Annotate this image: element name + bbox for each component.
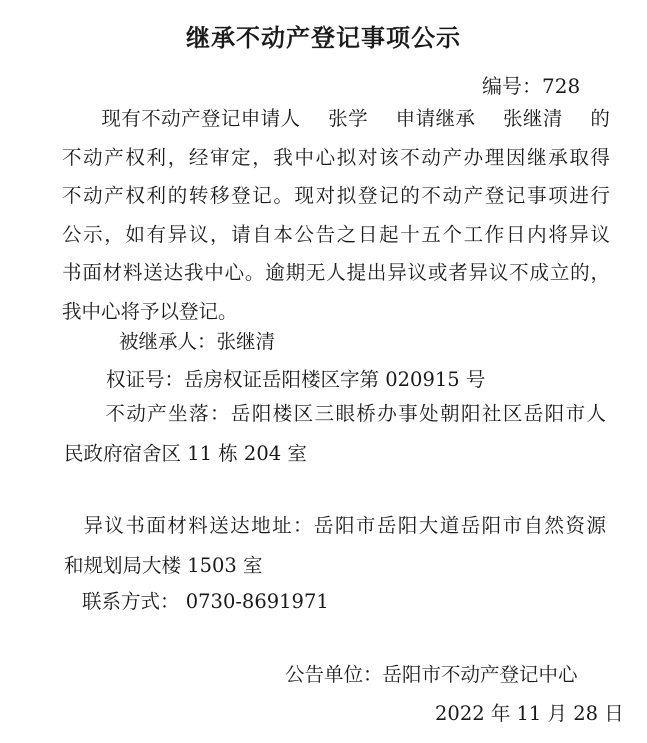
location-value-line2: 民政府宿舍区 11 栋 204 室 [64, 442, 307, 465]
applicant-name: 张学 [327, 107, 368, 130]
apply-inherit-text: 申请继承 [395, 107, 476, 130]
objection-value-line1: 岳阳市岳阳大道岳阳市自然资源 [314, 514, 606, 537]
objection-address-block [64, 506, 606, 586]
paragraph-line [62, 100, 610, 139]
paragraph-line: 不动产权利的转移登记。现对拟登记的不动产登记事项进行 [62, 184, 610, 207]
cert-text: 岳房权证岳阳楼区字第 [184, 368, 380, 391]
applicant-intro: 现有不动产登记申请人 [101, 107, 301, 130]
certificate-row [106, 364, 485, 392]
location-block [64, 394, 606, 474]
number-label: 编号： [482, 74, 542, 98]
notice-date: 2022 年 11 月 28 日 [435, 702, 624, 725]
possessive-text: 的 [590, 107, 610, 130]
cert-label: 权证号： [106, 368, 185, 391]
paragraph-line: 书面材料送达我中心。逾期无人提出异议或者异议不成立的， [62, 261, 610, 284]
decedent-row [119, 326, 275, 354]
decedent-value: 张继清 [216, 330, 276, 353]
issuer-row [285, 659, 578, 687]
location-label: 不动产坐落： [104, 402, 231, 425]
contact-value: 0730-8691971 [185, 590, 329, 613]
contact-row [82, 586, 329, 614]
location-value-line1: 岳阳楼区三眼桥办事处朝阳社区岳阳市人 [230, 402, 606, 425]
decedent-label: 被继承人： [119, 330, 217, 353]
cert-suffix: 号 [465, 368, 486, 391]
number-value: 728 [542, 74, 581, 98]
paragraph-line: 我中心将予以登记。 [62, 299, 238, 323]
contact-label: 联系方式： [82, 590, 180, 613]
objection-line [64, 506, 606, 546]
objection-label: 异议书面材料送达地址： [82, 514, 315, 537]
document-title: 继承不动产登记事项公示 [186, 24, 461, 52]
notice-paragraph [62, 100, 610, 331]
issuer-value: 岳阳市不动产登记中心 [382, 663, 578, 686]
objection-line [64, 546, 606, 586]
paragraph-line: 不动产权利，经审定，我中心拟对该不动产办理因继承取得 [62, 145, 610, 169]
location-line [64, 394, 606, 434]
issuer-label: 公告单位： [285, 663, 383, 686]
decedent-name-inline: 张继清 [502, 107, 563, 130]
location-line [64, 434, 606, 474]
cert-number: 020915 [385, 368, 460, 391]
document-number [482, 70, 580, 99]
objection-value-line2: 和规划局大楼 1503 室 [64, 554, 263, 577]
paragraph-line: 公示，如有异议，请自本公告之日起十五个工作日内将异议 [62, 222, 610, 246]
